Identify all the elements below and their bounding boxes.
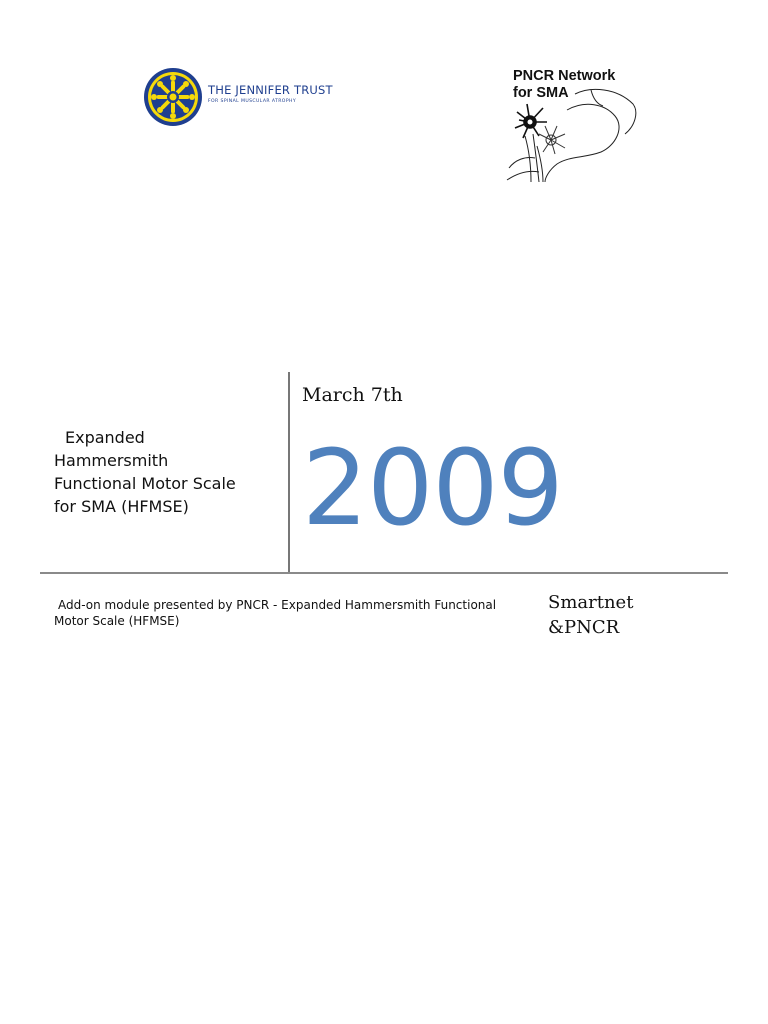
vertical-divider	[288, 372, 290, 572]
jennifer-trust-emblem-icon	[140, 66, 204, 128]
jennifer-trust-name: THE JENNIFER TRUST	[208, 83, 333, 97]
jennifer-trust-logo	[140, 66, 332, 128]
publisher	[548, 590, 633, 640]
date-label: March 7th	[302, 384, 403, 406]
horizontal-divider	[40, 572, 728, 574]
year: 2009	[302, 427, 563, 549]
title-line-2: Hammersmith	[54, 451, 169, 470]
publisher-line-2: &PNCR	[548, 617, 620, 638]
pncr-logo	[505, 64, 640, 184]
document-title	[54, 426, 280, 518]
pncr-title-line-2: for SMA	[513, 85, 569, 101]
publisher-line-1: Smartnet	[548, 592, 634, 613]
title-line-4: for SMA (HFMSE)	[54, 497, 189, 516]
pncr-title-line-1: PNCR Network	[513, 68, 616, 84]
description-line-2: Motor Scale (HFMSE)	[54, 614, 180, 628]
jennifer-trust-subtitle: FOR SPINAL MUSCULAR ATROPHY	[208, 99, 297, 104]
pncr-title	[513, 68, 615, 102]
module-description	[54, 597, 504, 629]
description-line-1: Add-on module presented by PNCR - Expanded Hammersmith Functional	[58, 598, 497, 612]
title-line-1: Expanded	[65, 428, 145, 447]
title-line-3: Functional Motor Scale	[54, 474, 236, 493]
